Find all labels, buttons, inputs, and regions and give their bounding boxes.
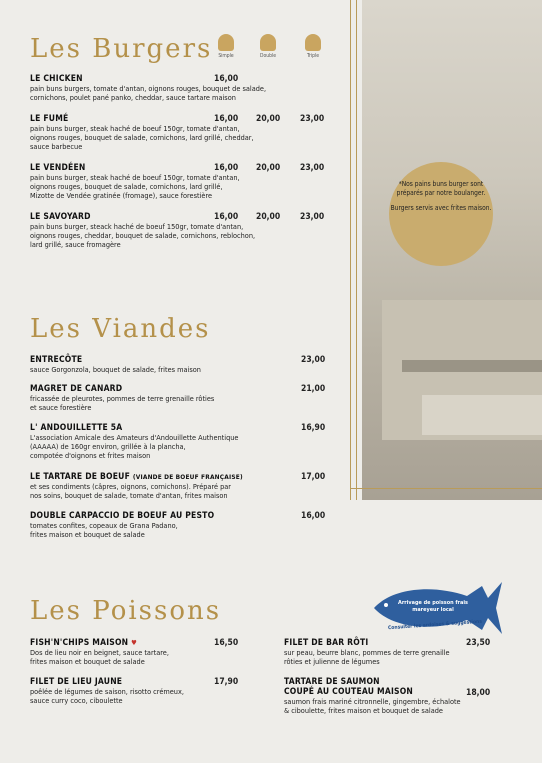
price-double: 20,00	[256, 114, 281, 124]
fish-item: FILET DE BAR RÔTI sur peau, beurre blanc, pommes de terre grenaille rôties et julienne de légumes	[284, 638, 450, 667]
burger-icon	[260, 34, 276, 51]
meat-item: L' ANDOUILLETTE 5A L'association Amicale des Amateurs d'Andouillette Authentique (AAAAA) de 160gr environ, grillée à la plancha, compotée d'oignons et frites maison	[30, 423, 239, 461]
price-double: 20,00	[256, 212, 281, 222]
burger-icon	[218, 34, 234, 51]
heart-icon: ♥	[131, 639, 137, 647]
section-title-viandes: Les Viandes	[30, 314, 211, 344]
price-triple: 23,00	[300, 212, 325, 222]
fish-item: FILET DE LIEU JAUNE poêlée de légumes de saison, risotto crémeux, sauce curry coco, ciboulette	[30, 677, 184, 706]
fish-badge-text: Arrivage de poisson frais mareyeur local	[398, 600, 468, 613]
burger-item: LE VENDÉEN pain buns burger, steak haché de boeuf 150gr, tomate d'antan, oignons rouges, bouquet de salade, cornichons, lard grillé, Mizotte de Vendée gratinée (fromage), sauce forestière	[30, 163, 240, 201]
decorative-border	[350, 488, 542, 499]
price-double: 20,00	[256, 163, 281, 173]
price-simple: 16,00	[214, 114, 239, 124]
price-triple: 23,00	[300, 114, 325, 124]
meat-item: DOUBLE CARPACCIO DE BOEUF AU PESTO tomates confites, copeaux de Grana Padano, frites maison et bouquet de salade	[30, 511, 215, 540]
decorative-line	[350, 0, 351, 500]
item-price: 18,00	[466, 688, 491, 698]
size-triple: Triple	[293, 34, 333, 59]
size-double: Double	[248, 34, 288, 59]
fish-badge-subtext: Consulter les ardoises & suggestions	[387, 618, 483, 632]
burger-item: LE FUMÉ pain buns burger, steak haché de boeuf 150gr, tomate d'antan, oignons rouges, bouquet de salade, cornichons, lard grillé, cheddar, sauce barbecue	[30, 114, 254, 152]
price-simple: 16,00	[214, 163, 239, 173]
item-price: 23,00	[301, 355, 326, 365]
price-simple: 16,00	[214, 74, 239, 84]
item-price: 16,00	[301, 511, 326, 521]
meat-item: ENTRECÔTE sauce Gorgonzola, bouquet de salade, frites maison	[30, 355, 201, 374]
buns-info-badge: *Nos pains buns burger sont préparés par notre boulanger. Burgers servis avec frites maison.	[389, 162, 493, 266]
burger-icon	[305, 34, 321, 51]
item-price: 23,50	[466, 638, 491, 648]
item-price: 17,90	[214, 677, 239, 687]
meat-item: MAGRET DE CANARD fricassée de pleurotes, pommes de terre grenaille rôties et sauce forestière	[30, 384, 215, 413]
section-title-poissons: Les Poissons	[30, 596, 222, 626]
meat-item: LE TARTARE DE BOEUF (VIANDE DE BOEUF FRANÇAISE) et ses condiments (câpres, oignons, cornichons). Préparé par nos soins, bouquet de salade, tomate d'antan, frites maison	[30, 472, 243, 501]
item-price: 16,90	[301, 423, 326, 433]
item-price: 16,50	[214, 638, 239, 648]
burger-item: LE CHICKEN pain buns burgers, tomate d'antan, oignons rouges, bouquet de salade, cornichons, poulet pané panko, cheddar, sauce tartare maison	[30, 74, 267, 103]
price-triple: 23,00	[300, 163, 325, 173]
size-simple: Simple	[206, 34, 246, 59]
burger-item: LE SAVOYARD pain buns burger, steack haché de boeuf 150gr, tomate d'antan, oignons rouges, cheddar, bouquet de salade, cornichons, reblochon, lard grillé, sauce fromagère	[30, 212, 256, 250]
item-price: 17,00	[301, 472, 326, 482]
fish-item: FISH'N'CHIPS MAISON ♥ Dos de lieu noir en beignet, sauce tartare, frites maison et bouquet de salade	[30, 638, 169, 667]
fish-item: TARTARE DE SAUMON COUPÉ AU COUTEAU MAISON saumon frais mariné citronnelle, gingembre, échalote & ciboulette, frites maison et bouquet de salade	[284, 677, 461, 716]
decorative-line	[356, 0, 357, 500]
item-price: 21,00	[301, 384, 326, 394]
section-title-burgers: Les Burgers	[30, 34, 213, 64]
price-simple: 16,00	[214, 212, 239, 222]
